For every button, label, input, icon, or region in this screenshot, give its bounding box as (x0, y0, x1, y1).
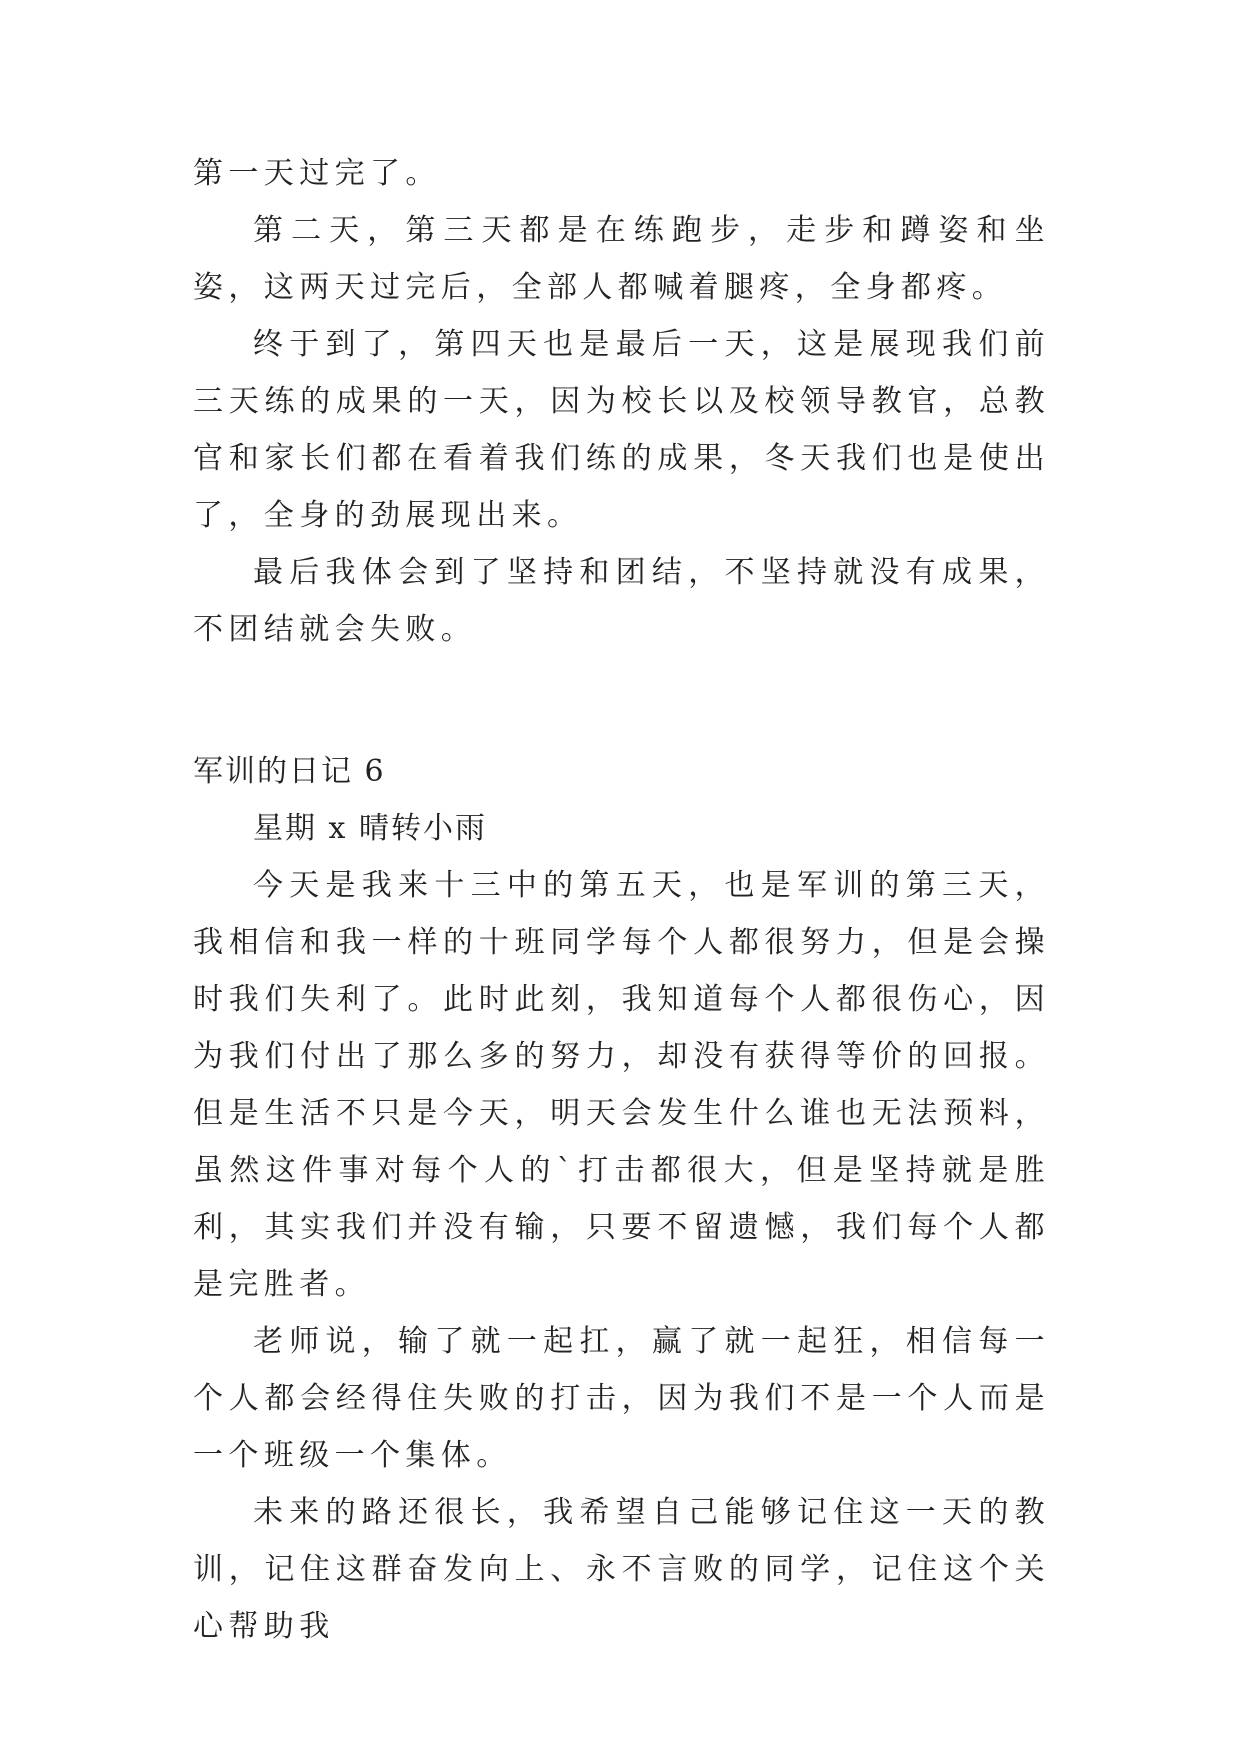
diary-5-ending (193, 145, 1050, 658)
paragraph: 今天是我来十三中的第五天，也是军训的第三天，我相信和我一样的十班同学每个人都很努力，但是会操时我们失利了。此时此刻，我知道每个人都很伤心，因为我们付出了那么多的努力，却没有获得等价的回报。但是生活不只是今天，明天会发生什么谁也无法预料，虽然这件事对每个人的`打击都很大，但是坚持就是胜利，其实我们并没有输，只要不留遗憾，我们每个人都是完胜者。 (193, 868, 1050, 1302)
paragraph: 第二天，第三天都是在练跑步，走步和蹲姿和坐姿，这两天过完后，全部人都喊着腿疼，全身都疼。 (193, 213, 1050, 305)
paragraph: 老师说，输了就一起扛，赢了就一起狂，相信每一个人都会经得住失败的打击，因为我们不是一个人而是一个班级一个集体。 (193, 1324, 1050, 1473)
paragraph: 第一天过完了。 (193, 156, 441, 191)
paragraph: 最后我体会到了坚持和团结，不坚持就没有成果，不团结就会失败。 (193, 555, 1050, 647)
paragraph: 终于到了，第四天也是最后一天，这是展现我们前三天练的成果的一天，因为校长以及校领导教官，总教官和家长们都在看着我们练的成果，冬天我们也是使出了，全身的劲展现出来。 (193, 327, 1050, 533)
section-title: 军训的日记 6 (193, 754, 386, 789)
paragraph: 未来的路还很长，我希望自己能够记住这一天的教训，记住这群奋发向上、永不言败的同学，记住这个关心帮助我 (193, 1495, 1050, 1644)
date-weather-line: 星期 x 晴转小雨 (253, 811, 487, 846)
diary-6 (193, 743, 1050, 1655)
